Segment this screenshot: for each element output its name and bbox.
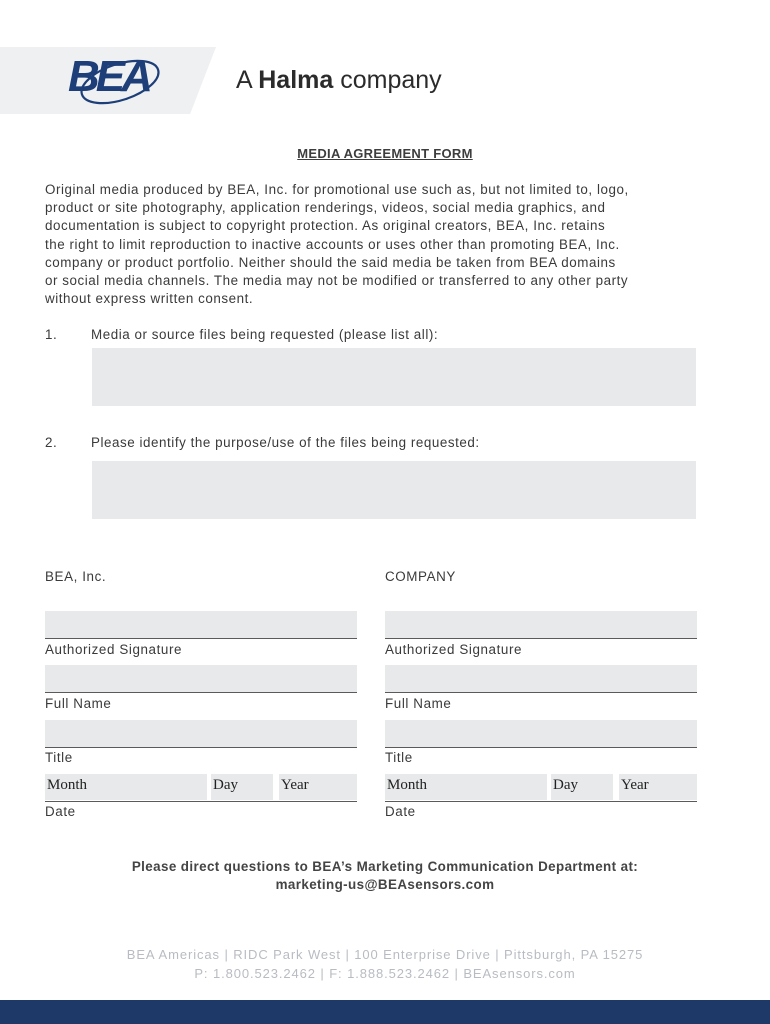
bea-full-name-field[interactable]	[45, 665, 357, 693]
bea-date-row	[45, 774, 357, 802]
company-full-name-field[interactable]	[385, 665, 697, 693]
contact-block	[0, 858, 770, 894]
bea-date-year-field[interactable]: Year	[279, 774, 357, 800]
question-2-answer-field[interactable]	[92, 461, 696, 519]
logo-text: BEA	[68, 52, 149, 101]
bea-logo	[68, 52, 168, 108]
party-label-company: COMPANY	[385, 569, 456, 584]
company-title-caption: Title	[385, 750, 413, 765]
footer-phone-line: P: 1.800.523.2462 | F: 1.888.523.2462 | BEAsensors.com	[194, 966, 576, 981]
intro-line: company or product portfolio. Neither should the said media be taken from BEA domains	[45, 254, 616, 270]
question-text: Please identify the purpose/use of the files being requested:	[91, 435, 480, 450]
company-date-caption: Date	[385, 804, 416, 819]
form-title: MEDIA AGREEMENT FORM	[297, 146, 473, 161]
company-signature-caption: Authorized Signature	[385, 642, 523, 657]
bea-title-caption: Title	[45, 750, 73, 765]
intro-line: the right to limit reproduction to inactive accounts or uses other than promoting BEA, Inc.	[45, 236, 620, 252]
intro-line: or social media channels. The media may not be modified or transferred to any other party	[45, 273, 629, 289]
company-signature-field[interactable]	[385, 611, 697, 639]
intro-line: Original media produced by BEA, Inc. for promotional use such as, but not limited to, logo,	[45, 182, 629, 197]
party-label-bea: BEA, Inc.	[45, 569, 107, 584]
logo-swoosh-icon	[68, 56, 168, 108]
intro-line: product or site photography, application renderings, videos, social media graphics, and	[45, 200, 606, 216]
bea-full-name-caption: Full Name	[45, 696, 112, 711]
tagline-suffix: company	[333, 66, 442, 94]
bea-signature-field[interactable]	[45, 611, 357, 639]
intro-line: without express written consent.	[45, 291, 254, 307]
company-date-year-field[interactable]: Year	[619, 774, 697, 800]
contact-line: Please direct questions to BEA’s Marketing Communication Department at:	[131, 859, 639, 874]
footer-address	[0, 945, 770, 983]
company-title-field[interactable]	[385, 720, 697, 748]
bea-date-caption: Date	[45, 804, 76, 819]
tagline-brand: Halma	[258, 66, 334, 94]
halma-tagline	[236, 66, 442, 95]
question-text: Media or source files being requested (please list all):	[91, 327, 439, 342]
question-number: 1.	[45, 327, 58, 342]
tagline-prefix: A	[236, 66, 259, 94]
footer-bar	[0, 1000, 770, 1024]
footer-address-line: BEA Americas | RIDC Park West | 100 Enterprise Drive | Pittsburgh, PA 15275	[126, 947, 644, 962]
bea-date-month-field[interactable]: Month	[45, 774, 207, 800]
company-date-row	[385, 774, 697, 802]
question-number: 2.	[45, 435, 58, 450]
company-date-month-field[interactable]: Month	[385, 774, 547, 800]
question-1-answer-field[interactable]	[92, 348, 696, 406]
company-date-day-field[interactable]: Day	[551, 774, 613, 800]
bea-date-day-field[interactable]: Day	[211, 774, 273, 800]
intro-line: documentation is subject to copyright protection. As original creators, BEA, Inc. retains	[45, 218, 606, 234]
intro-paragraph	[45, 181, 705, 308]
bea-title-field[interactable]	[45, 720, 357, 748]
bea-signature-caption: Authorized Signature	[45, 642, 183, 657]
contact-email-link[interactable]: marketing-us@BEAsensors.com	[275, 877, 495, 892]
company-full-name-caption: Full Name	[385, 696, 452, 711]
